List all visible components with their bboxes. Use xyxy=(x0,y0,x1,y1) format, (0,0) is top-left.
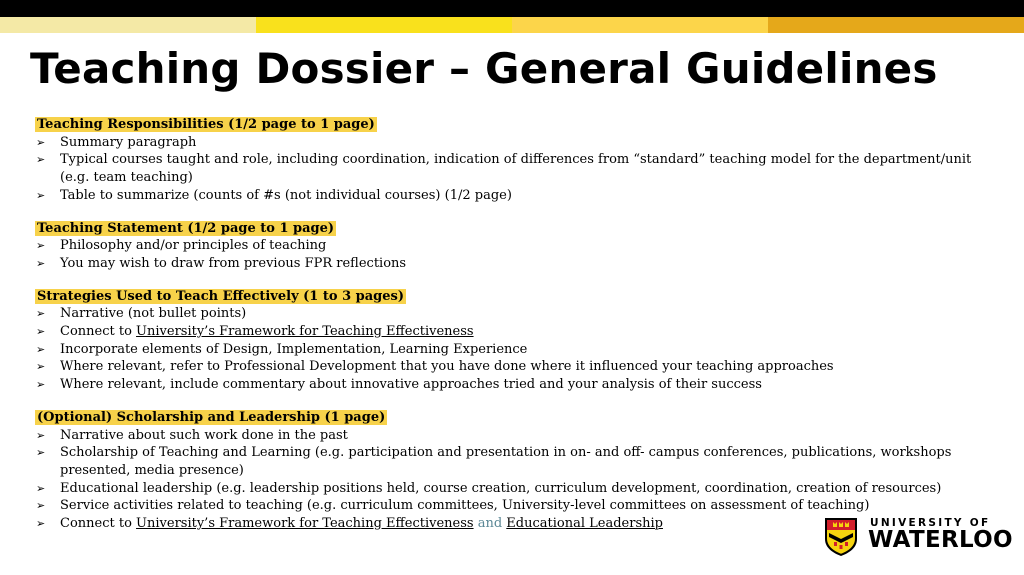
crest-icon xyxy=(824,517,858,557)
arrow-bullet-icon: ➢ xyxy=(36,378,46,392)
stripe-orange xyxy=(768,17,1024,33)
arrow-bullet-icon: ➢ xyxy=(36,135,46,149)
arrow-bullet-icon: ➢ xyxy=(36,428,46,442)
guidelines-content xyxy=(35,116,975,548)
list-item: ➢ Where relevant, refer to Professional Development that you have done where it influenced your teaching approaches xyxy=(36,359,834,375)
list-item: ➢ Scholarship of Teaching and Learning (e.g. participation and presentation in on- and off- campus conferences, publications, workshops presented, media presence) xyxy=(36,445,952,478)
arrow-bullet-icon: ➢ xyxy=(36,256,46,270)
list-item: ➢ Narrative about such work done in the past xyxy=(36,427,348,443)
list-item: ➢ Typical courses taught and role, including coordination, indication of differences from “standard” teaching model for the department/unit (e.g. team teaching) xyxy=(36,152,972,186)
section-teaching-statement xyxy=(35,220,975,273)
section-strategies xyxy=(35,288,975,394)
stripe-pale xyxy=(0,17,256,33)
arrow-bullet-icon: ➢ xyxy=(36,342,46,356)
arrow-bullet-icon: ➢ xyxy=(36,446,46,460)
arrow-bullet-icon: ➢ xyxy=(36,360,46,374)
section-heading: Teaching Responsibilities (1/2 page to 1 page) xyxy=(37,117,375,132)
arrow-bullet-icon: ➢ xyxy=(36,307,46,321)
list-item: ➢ Connect to University’s Framework for Teaching Effectiveness and Educational Leadership xyxy=(36,516,663,532)
list-item: ➢ Where relevant, include commentary about innovative approaches tried and your analysis of their success xyxy=(36,377,762,393)
arrow-bullet-icon: ➢ xyxy=(36,239,46,253)
list-item: ➢ Educational leadership (e.g. leadership positions held, course creation, curriculum development, coordination, creation of resources) xyxy=(36,480,942,496)
section-teaching-responsibilities xyxy=(35,116,975,205)
header-stripes xyxy=(0,17,1024,33)
list-item: ➢ You may wish to draw from previous FPR reflections xyxy=(36,255,407,271)
educational-leadership-link[interactable]: Educational Leadership xyxy=(506,516,663,532)
list-item: ➢ Philosophy and/or principles of teaching xyxy=(36,238,327,254)
list-item: ➢ Narrative (not bullet points) xyxy=(36,306,247,322)
arrow-bullet-icon: ➢ xyxy=(36,325,46,339)
section-heading: (Optional) Scholarship and Leadership (1 page) xyxy=(37,409,386,425)
top-bar xyxy=(0,0,1024,17)
section-heading: Strategies Used to Teach Effectively (1 to 3 pages) xyxy=(37,288,404,304)
framework-link[interactable]: University’s Framework for Teaching Effectiveness xyxy=(136,516,474,532)
list-item: ➢ Summary paragraph xyxy=(36,134,197,150)
page-title: Teaching Dossier – General Guidelines xyxy=(30,44,938,93)
list-item: ➢ Incorporate elements of Design, Implementation, Learning Experience xyxy=(36,341,528,357)
arrow-bullet-icon: ➢ xyxy=(36,153,46,167)
list-item: ➢ Table to summarize (counts of #s (not individual courses) (1/2 page) xyxy=(36,187,512,203)
stripe-yellow xyxy=(256,17,512,33)
section-heading: Teaching Statement (1/2 page to 1 page) xyxy=(37,220,335,236)
arrow-bullet-icon: ➢ xyxy=(36,188,46,202)
arrow-bullet-icon: ➢ xyxy=(36,517,46,531)
list-item: ➢ Service activities related to teaching (e.g. curriculum committees, University-level committees on assessment of teaching) xyxy=(36,498,870,514)
university-logo xyxy=(824,515,1013,560)
arrow-bullet-icon: ➢ xyxy=(36,499,46,513)
list-item: ➢ Connect to University’s Framework for Teaching Effectiveness xyxy=(36,324,474,340)
logo-line-1: UNIVERSITY OF xyxy=(870,517,991,529)
stripe-gold xyxy=(512,17,768,33)
framework-link[interactable]: University’s Framework for Teaching Effectiveness xyxy=(136,324,474,340)
logo-line-2: WATERLOO xyxy=(868,527,1013,553)
and-text: and xyxy=(477,516,503,532)
arrow-bullet-icon: ➢ xyxy=(36,481,46,495)
